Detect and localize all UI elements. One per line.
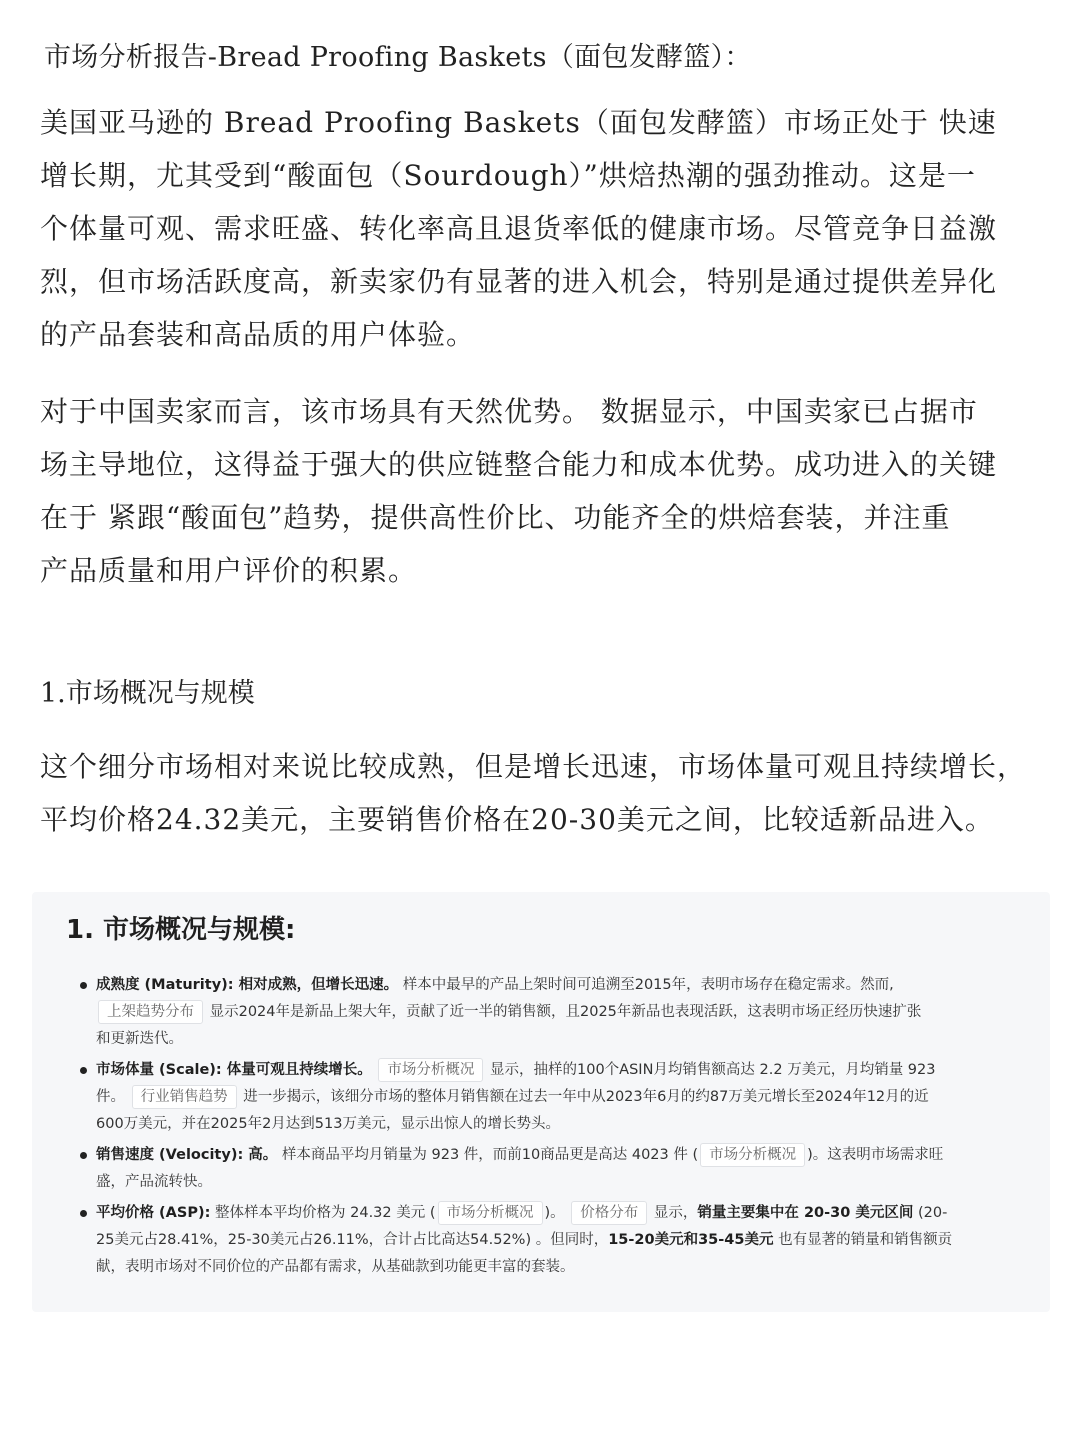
text-line: 烈，但市场活跃度高，新卖家仍有显著的进入机会，特别是通过提供差异化 (40, 265, 998, 298)
text-line: 对于中国卖家而言，该市场具有天然优势。 数据显示，中国卖家已占据市 (40, 395, 978, 428)
bullet-icon (80, 1067, 87, 1074)
text-line (96, 1084, 1020, 1111)
item-lead: 平均价格 (ASP): (96, 1205, 211, 1221)
text-line (96, 1057, 1020, 1084)
list-item-velocity (80, 1142, 1020, 1196)
text-line (96, 1142, 1020, 1169)
text-line (96, 972, 1020, 999)
item-lead: 成熟度 (Maturity): 相对成熟，但增长迅速。 (96, 977, 399, 993)
reference-tag[interactable]: 市场分析概况 (378, 1058, 483, 1082)
text-line: 个体量可观、需求旺盛、转化率高且退货率低的健康市场。尽管竞争日益激 (40, 212, 998, 245)
item-text: (20- (913, 1205, 948, 1221)
reference-tag[interactable]: 市场分析概况 (700, 1143, 805, 1167)
item-text: 整体样本平均价格为 24.32 美元 ( (210, 1205, 436, 1221)
text-line: 献，表明市场对不同价位的产品都有需求，从基础款到功能更丰富的套装。 (96, 1259, 575, 1275)
item-text: 显示， (649, 1205, 698, 1221)
text-line: 和更新迭代。 (96, 1031, 183, 1047)
section-heading: 1.市场概况与规模 (40, 678, 255, 709)
list-item-scale (80, 1057, 1020, 1138)
text-line: 增长期，尤其受到“酸面包（Sourdough）”烘焙热潮的强劲推动。这是一 (40, 159, 976, 192)
item-lead: 销售速度 (Velocity): 高。 (96, 1147, 278, 1163)
reference-tag[interactable]: 市场分析概况 (438, 1201, 543, 1225)
intro-paragraph-1 (40, 96, 1050, 361)
text-line: 这个细分市场相对来说比较成熟，但是增长迅速，市场体量可观且持续增长， (40, 750, 1027, 783)
item-emphasis: 15-20美元和35-45美元 (608, 1232, 774, 1248)
bullet-icon (80, 1210, 87, 1217)
intro-paragraph-2 (40, 385, 1050, 597)
item-text: 显示，抽样的100个ASIN月均销售额高达 2.2 万美元，月均销量 923 (485, 1062, 936, 1078)
bullet-list (80, 972, 1020, 1285)
item-emphasis: 销量主要集中在 20-30 美元区间 (697, 1205, 914, 1221)
item-text: 25美元占28.41%，25-30美元占26.11%，合计占比高达54.52%) 。但同时， (96, 1232, 609, 1248)
text-line (96, 1227, 1020, 1254)
item-text: 进一步揭示，该细分市场的整体月销售额在过去一年中从2023年6月的约87万美元增长至2024年12月的近 (238, 1089, 929, 1105)
text-line: 场主导地位，这得益于强大的供应链整合能力和成本优势。成功进入的关键 (40, 448, 998, 481)
item-text: 也有显著的销量和销售额贡 (773, 1232, 953, 1248)
text-line: 产品质量和用户评价的积累。 (40, 554, 418, 587)
text-line: 美国亚马逊的 Bread Proofing Baskets（面包发酵篮）市场正处于 快速 (40, 106, 997, 139)
item-text: 样本中最早的产品上架时间可追溯至2015年，表明市场存在稳定需求。然而, (398, 977, 894, 993)
item-text: 件。 (96, 1089, 125, 1105)
text-line: 平均价格24.32美元，主要销售价格在20-30美元之间，比较适新品进入。 (40, 803, 994, 836)
bullet-icon (80, 982, 87, 989)
list-item-asp (80, 1200, 1020, 1281)
report-title: 市场分析报告-Bread Proofing Baskets（面包发酵篮）： (44, 42, 752, 73)
item-text: )。这表明市场需求旺 (807, 1147, 944, 1163)
text-line: 600万美元，并在2025年2月达到513万美元，显示出惊人的增长势头。 (96, 1116, 560, 1132)
reference-tag[interactable]: 上架趋势分布 (98, 1000, 203, 1024)
item-text: 显示2024年是新品上架大年，贡献了近一半的销售额，且2025年新品也表现活跃，这表明市场正经历快速扩张 (205, 1004, 922, 1020)
item-text: 样本商品平均月销量为 923 件，而前10商品更是高达 4023 件 ( (277, 1147, 699, 1163)
item-text: )。 (544, 1205, 565, 1221)
screenshot-title: 1. 市场概况与规模: (66, 915, 296, 945)
text-line: 盛，产品流转快。 (96, 1174, 212, 1190)
text-line (96, 1200, 1020, 1227)
list-item-maturity (80, 972, 1020, 1053)
reference-tag[interactable]: 行业销售趋势 (132, 1085, 237, 1109)
text-line (96, 999, 1020, 1026)
text-line: 在于 紧跟“酸面包”趋势，提供高性价比、功能齐全的烘焙套装，并注重 (40, 501, 951, 534)
section-body (40, 740, 1070, 846)
item-lead: 市场体量 (Scale): 体量可观且持续增长。 (96, 1062, 372, 1078)
bullet-icon (80, 1152, 87, 1159)
reference-tag[interactable]: 价格分布 (571, 1201, 647, 1225)
text-line: 的产品套装和高品质的用户体验。 (40, 318, 476, 351)
embedded-screenshot (32, 892, 1050, 1312)
